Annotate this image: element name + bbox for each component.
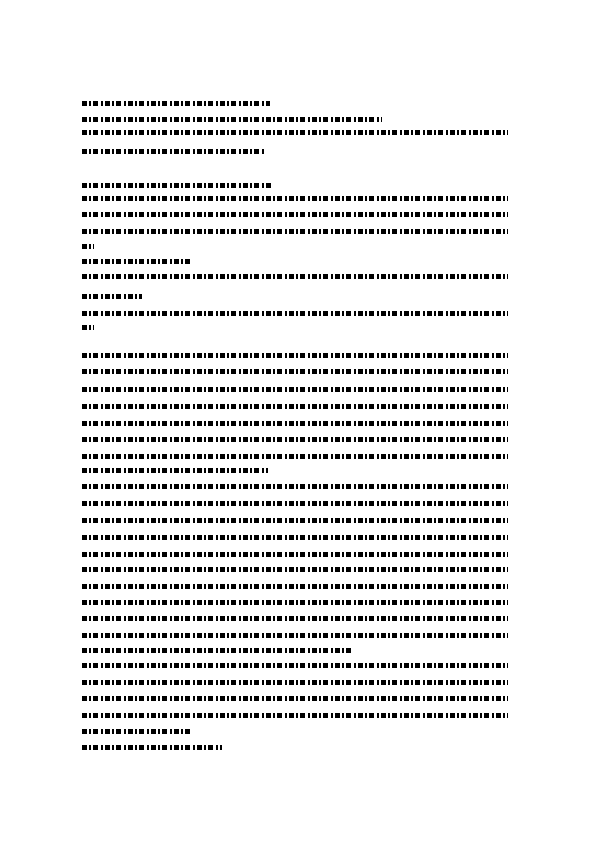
text-line	[82, 468, 268, 473]
text-line	[82, 229, 508, 234]
text-line	[82, 729, 190, 734]
text-line	[82, 183, 272, 188]
text-line	[82, 535, 508, 540]
text-line	[82, 325, 94, 330]
text-line	[82, 274, 508, 279]
text-line	[82, 421, 508, 426]
text-line	[82, 130, 508, 135]
text-line	[82, 518, 508, 523]
text-line	[82, 353, 508, 358]
text-line	[82, 437, 508, 442]
text-line	[82, 294, 142, 299]
text-line	[82, 149, 264, 154]
text-line	[82, 101, 270, 106]
text-line	[82, 117, 382, 122]
text-line	[82, 501, 508, 506]
text-line	[82, 244, 94, 249]
text-line	[82, 663, 508, 668]
text-line	[82, 713, 508, 718]
text-line	[82, 696, 508, 701]
text-line	[82, 600, 508, 605]
text-line	[82, 404, 508, 409]
text-line	[82, 369, 508, 374]
text-line	[82, 745, 222, 750]
text-line	[82, 259, 190, 264]
text-line	[82, 633, 508, 638]
text-line	[82, 680, 508, 685]
text-line	[82, 584, 508, 589]
text-line	[82, 454, 508, 459]
text-line	[82, 311, 508, 316]
text-line	[82, 552, 508, 557]
text-line	[82, 484, 508, 489]
text-line	[82, 648, 352, 653]
text-line	[82, 387, 508, 392]
text-line	[82, 212, 508, 217]
text-line	[82, 616, 508, 621]
text-line	[82, 567, 508, 572]
text-line	[82, 196, 508, 201]
